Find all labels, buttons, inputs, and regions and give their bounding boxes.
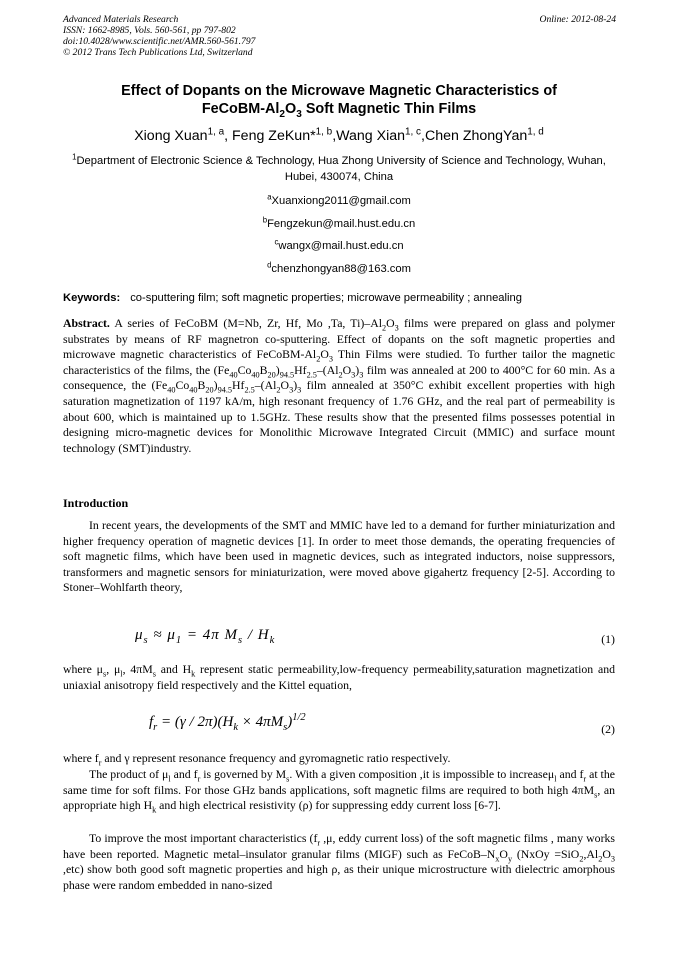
equation-2-explanation: where $f_r$ and γ represent resonance frequency and gyromagnetic ratio respectively.	[63, 751, 451, 768]
intro-paragraph-3: To improve the most important characteristics ($f_r$ ,μ, eddy current loss) of the soft magnetic films , many works have been reported. Magnetic metal–insulator granular films (MIGF) such as FeCoB–$N_xO_y$ (NxOy $=SiO_2,Al_2O_3$ ,etc) show both good soft magnetic properties and high ρ, as their unique microstructure with dielectric amorphous phase were random embedded in nano-sized	[63, 831, 615, 892]
equation-1	[63, 627, 615, 651]
paper-title	[63, 82, 615, 118]
keywords-label: Keywords:	[63, 292, 121, 304]
online-date: Online: 2012-08-24	[539, 14, 616, 25]
journal-name: Advanced Materials Research	[63, 14, 179, 25]
author-name: ,Wang Xian	[332, 128, 406, 144]
journal-header	[63, 14, 255, 58]
email-list	[63, 190, 615, 280]
equation-1-explanation: where $\mu_s$, $\mu_l$, $4\pi M_s$ and $H_k$ represent static permeability,low-frequency permeability,saturation magnetization and uniaxial anisotropy field respectively and the Kittel equation,	[63, 662, 615, 692]
intro-paragraph-2: The product of $\mu_l$ and $f_r$ is governed by $M_s$. With a given composition ,it is impossible to increaseμ$_l$ and $f_r$ at the same time for soft films. For those GHz bands applications, soft magnetic films are required to both high $4\pi M_s$, an appropriate high $H_k$ and high electrical resistivity (ρ) for suppressing eddy current loss [6-7].	[63, 767, 615, 815]
author-name: ,Chen ZhongYan	[421, 128, 528, 144]
email-item[interactable]: $^b$Fengzekun@mail.hust.edu.cn	[262, 214, 416, 230]
affiliation: $^1$Department of Electronic Science & Technology, Hua Zhong University of Science and Technology, Wuhan, Hubei, 430074, China	[72, 152, 606, 183]
keywords-text: co-sputtering film; soft magnetic properties; microwave permeability ; annealing	[130, 292, 522, 304]
equation-1-expression: $\mu_s \approx \mu_1 = 4\pi$ $M_s / H_k$	[135, 627, 276, 646]
equation-2	[63, 710, 615, 738]
email-item[interactable]: $^a$Xuanxiong2011@gmail.com	[267, 192, 411, 207]
journal-doi: doi:10.4028/www.scientific.net/AMR.560-561.797	[63, 36, 256, 47]
abstract-label: Abstract.	[63, 316, 110, 330]
intro-paragraph-1: In recent years, the developments of the SMT and MMIC have led to a demand for further miniaturization and higher frequency operation of magnetic devices [1]. In order to meet those demands, the operating frequencies of soft magnetic films, which have been used in magnetic devices, such as integrated inductors, noise suppressors, transformers and magnetic sensors for miniaturization, were moved above gigahertz frequency [2-5]. According to Stoner–Wohlfarth theory,	[63, 518, 615, 595]
keywords	[63, 291, 615, 306]
email-item[interactable]: $^c$wangx@mail.hust.edu.cn	[274, 237, 404, 252]
journal-issn: ISSN: 1662-8985, Vols. 560-561, pp 797-802	[63, 25, 236, 36]
equation-2-number: (2)	[601, 722, 615, 736]
section-heading-introduction: Introduction	[63, 496, 129, 510]
email-item[interactable]: $^d$chenzhongyan88@163.com	[267, 259, 411, 275]
equation-2-expression: $f_r = (\gamma / 2\pi)(H_k \times 4\pi M_s)^{1/2}$	[149, 712, 306, 733]
equation-1-number: (1)	[601, 632, 615, 646]
author-list: Xiong Xuan$^{1, a}$, Feng ZeKun*$^{1, b}$,Wang Xian$^{1, c}$,Chen ZhongYan$^{1, d}$	[134, 126, 544, 144]
author-name: Xiong Xuan	[134, 128, 208, 144]
author-name: , Feng ZeKun*	[224, 128, 316, 144]
journal-copyright: © 2012 Trans Tech Publications Ltd, Switzerland	[63, 47, 253, 58]
title-line-1: Effect of Dopants on the Microwave Magnetic Characteristics of	[121, 83, 557, 99]
title-line-2: FeCoBM-$Al_2O_3$ Soft Magnetic Thin Films	[201, 101, 477, 120]
abstract: Abstract. A series of FeCoBM (M=Nb, Zr, Hf, Mo ,Ta, $Ti)-Al_2O_3$ films were prepared on glass and polymer substrates by means of RF magnetron co-sputtering. Effect of dopants on the soft magnetic properties and microwave magnetic characteristics of FeCoBM-$Al_2O_3$ Thin Films were studied. To further tailor the magnetic characteristics of the films, the $(Fe_{40}Co_{40}B_{20})_{94.5}Hf_{2.5}-(Al_2O_3)_3$ film was annealed at 200 to 400°C for 60 min. As a consequence, the $(Fe_{40}Co_{40}B_{20})_{94.5}Hf_{2.5}-(Al_2O_3)_3$ film annealed at 350°C exhibit excellent properties with high saturation magnetization of 1197 kA/m, high resonant frequency of 1.76 GHz, and the real part of permeability is about 600, which is maintained up to 1.5GHz. These results show that the presented films possesses potential in designing micro-magnetic devices for Monolithic Microwave Integrated Circuit (MMIC) and surface mount technology (SMT)industry.	[63, 316, 616, 455]
